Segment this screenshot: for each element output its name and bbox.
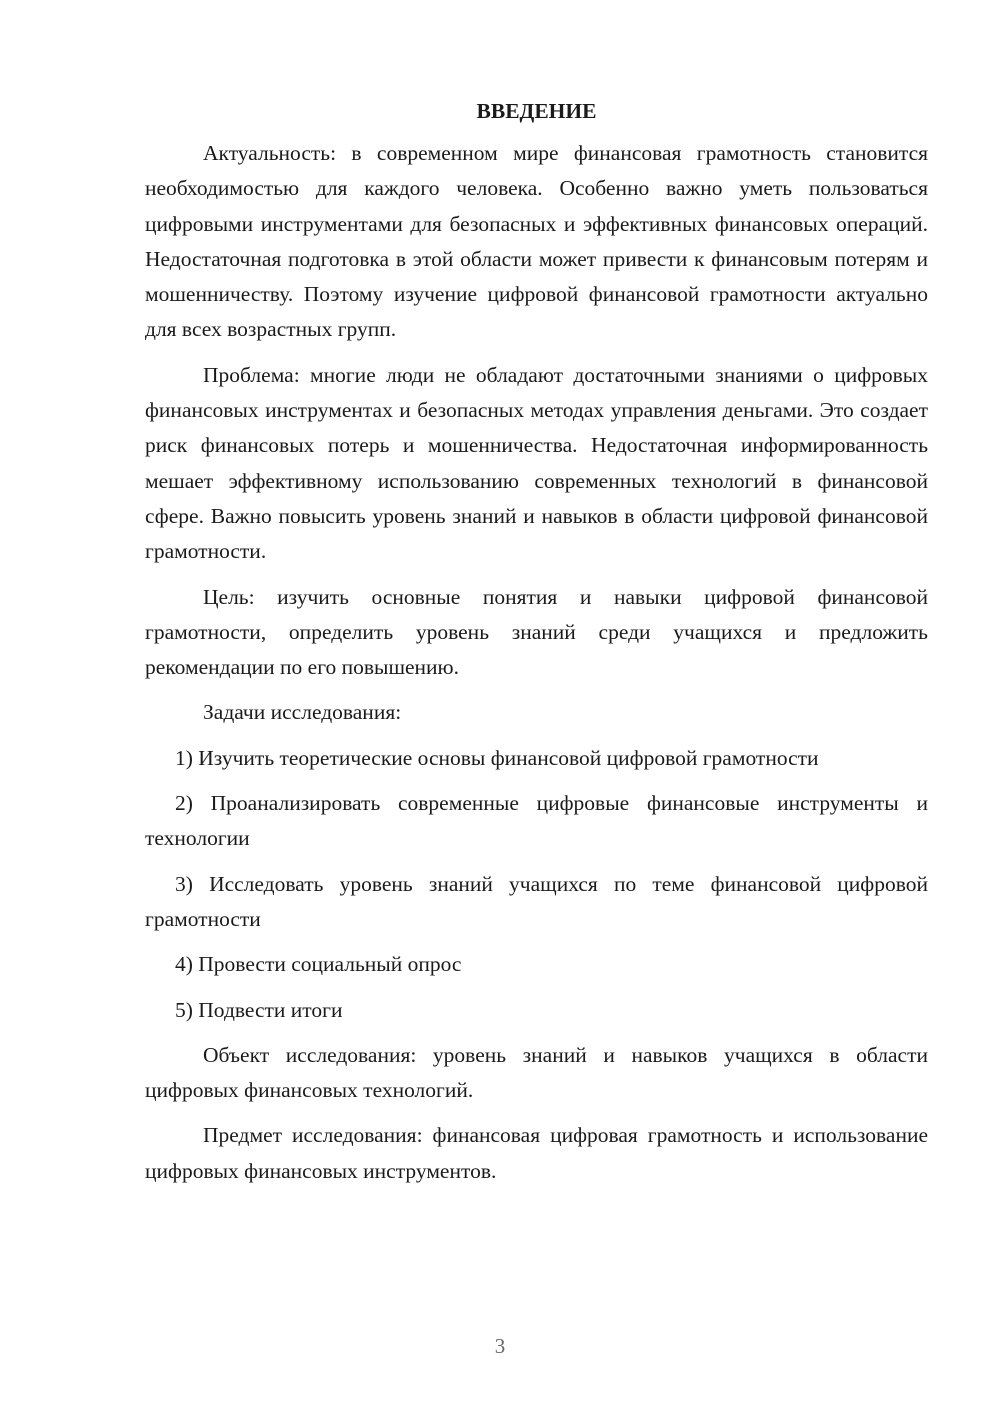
document-page	[145, 95, 928, 1199]
page-number: 3	[494, 1334, 506, 1358]
problem-paragraph: Проблема: многие люди не обладают достаточными знаниями о цифровых финансовых инструментах и безопасных методах управления деньгами. Это создает риск финансовых потерь и мошенничества. Недостаточная информированность мешает эффективному использованию современных технологий в финансовой сфере. Важно повысить уровень знаний и навыков в области цифровой финансовой грамотности.	[145, 362, 928, 564]
section-title: ВВЕДЕНИЕ	[476, 99, 597, 123]
relevance-paragraph: Актуальность: в современном мире финансовая грамотность становится необходимостью для каждого человека. Особенно важно уметь пользоваться цифровыми инструментами для безопасных и эффективных финансовых операций. Недостаточная подготовка в этой области может привести к финансовым потерям и мошенничеству. Поэтому изучение цифровой финансовой грамотности актуально для всех возрастных групп.	[145, 141, 928, 342]
task-item: 1) Изучить теоретические основы финансовой цифровой грамотности	[175, 745, 819, 770]
task-item: 2) Проанализировать современные цифровые финансовые инструменты и технологии	[145, 791, 928, 851]
tasks-heading: Задачи исследования:	[203, 700, 402, 725]
task-item: 5) Подвести итоги	[175, 997, 343, 1022]
goal-paragraph: Цель: изучить основные понятия и навыки цифровой финансовой грамотности, определить уровень знаний среди учащихся и предложить рекомендации по его повышению.	[145, 584, 928, 680]
subject-paragraph: Предмет исследования: финансовая цифровая грамотность и использование цифровых финансовых инструментов.	[145, 1123, 928, 1183]
task-item: 4) Провести социальный опрос	[175, 952, 462, 977]
object-paragraph: Объект исследования: уровень знаний и навыков учащихся в области цифровых финансовых технологий.	[145, 1042, 928, 1103]
task-item: 3) Исследовать уровень знаний учащихся по теме финансовой цифровой грамотности	[145, 871, 928, 931]
